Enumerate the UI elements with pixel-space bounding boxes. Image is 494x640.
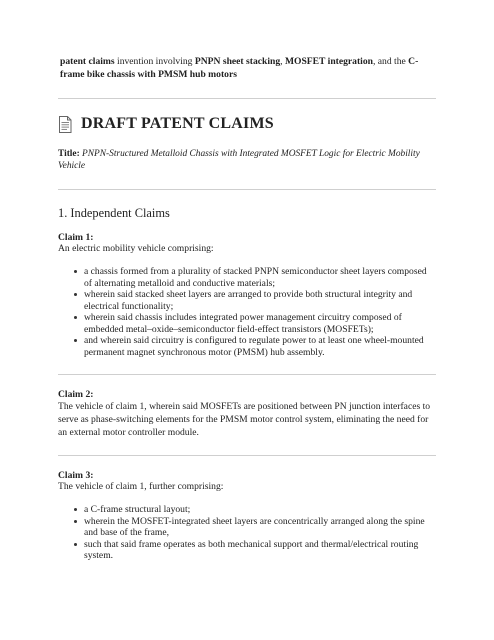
claim-3	[58, 470, 436, 562]
claim-lead: An electric mobility vehicle comprising:	[58, 243, 214, 254]
intro-part-0: patent claims	[60, 56, 115, 67]
bullet-icon	[74, 508, 77, 511]
claim-heading: Claim 2:	[58, 389, 94, 400]
bullet-icon	[74, 543, 77, 546]
subtitle-text: PNPN-Structured Metalloid Chassis with Integrated MOSFET Logic for Electric Mobility Vehicle	[58, 149, 420, 171]
list-item	[74, 335, 436, 358]
bullet-icon	[74, 316, 77, 319]
divider	[58, 189, 436, 190]
claim-body: The vehicle of claim 1, wherein said MOSFETs are positioned between PN junction interfaces to serve as phase-switching elements for the PMSM motor control system, eliminating the need for an external motor controller module.	[58, 401, 431, 438]
bullet-icon	[74, 270, 77, 273]
list-item	[74, 504, 436, 516]
divider	[58, 98, 436, 99]
list-item-text: a C-frame structural layout;	[84, 504, 191, 515]
list-item	[74, 516, 436, 539]
list-item-text: a chassis formed from a plurality of stacked PNPN semiconductor sheet layers composed of alternating metalloid and conductive materials;	[84, 266, 427, 289]
intro-part-6: C-frame bike chassis with PMSM hub motors	[60, 56, 419, 80]
claim-bullet-list	[58, 504, 436, 562]
subtitle-label: Title:	[58, 149, 80, 159]
page-title: DRAFT PATENT CLAIMS	[81, 115, 274, 132]
document-icon	[58, 116, 72, 133]
list-item-text: and wherein said circuitry is configured to regulate power to at least one wheel-mounted permanent magnet synchronous motor (PMSM) hub assembly.	[84, 335, 424, 358]
intro-part-4: MOSFET integration	[284, 56, 373, 67]
list-item	[74, 289, 436, 312]
list-item	[74, 312, 436, 335]
claim-1	[58, 232, 436, 358]
intro-part-1: invention involving	[114, 56, 195, 67]
list-item-text: wherein the MOSFET-integrated sheet layers are concentrically arranged along the spine and base of the frame,	[84, 515, 425, 538]
intro-part-5: , and the	[372, 56, 409, 67]
intro-part-2: PNPN sheet stacking	[194, 56, 281, 67]
section-heading: 1. Independent Claims	[58, 206, 170, 220]
list-item-text: wherein said stacked sheet layers are arranged to provide both structural integrity and electrical functionality;	[84, 289, 413, 312]
claim-heading: Claim 1:	[58, 232, 94, 243]
claim-lead: The vehicle of claim 1, further comprising:	[58, 481, 224, 492]
bullet-icon	[74, 293, 77, 296]
intro-part-3: ,	[280, 56, 285, 67]
claim-2	[58, 389, 436, 439]
intro-line	[60, 55, 436, 81]
list-item	[74, 539, 436, 562]
claim-heading: Claim 3:	[58, 470, 94, 481]
claim-bullet-list	[58, 266, 436, 358]
document-subtitle	[58, 148, 436, 172]
bullet-icon	[74, 520, 77, 523]
bullet-icon	[74, 339, 77, 342]
list-item-text: wherein said chassis includes integrated power management circuitry composed of embedded metal–oxide–semiconductor field-effect transistors (MOSFETs);	[84, 312, 402, 335]
list-item	[74, 266, 436, 289]
divider	[58, 374, 436, 375]
list-item-text: such that said frame operates as both mechanical support and thermal/electrical routing system.	[84, 538, 419, 561]
divider	[58, 455, 436, 456]
page-title-row	[58, 114, 436, 134]
